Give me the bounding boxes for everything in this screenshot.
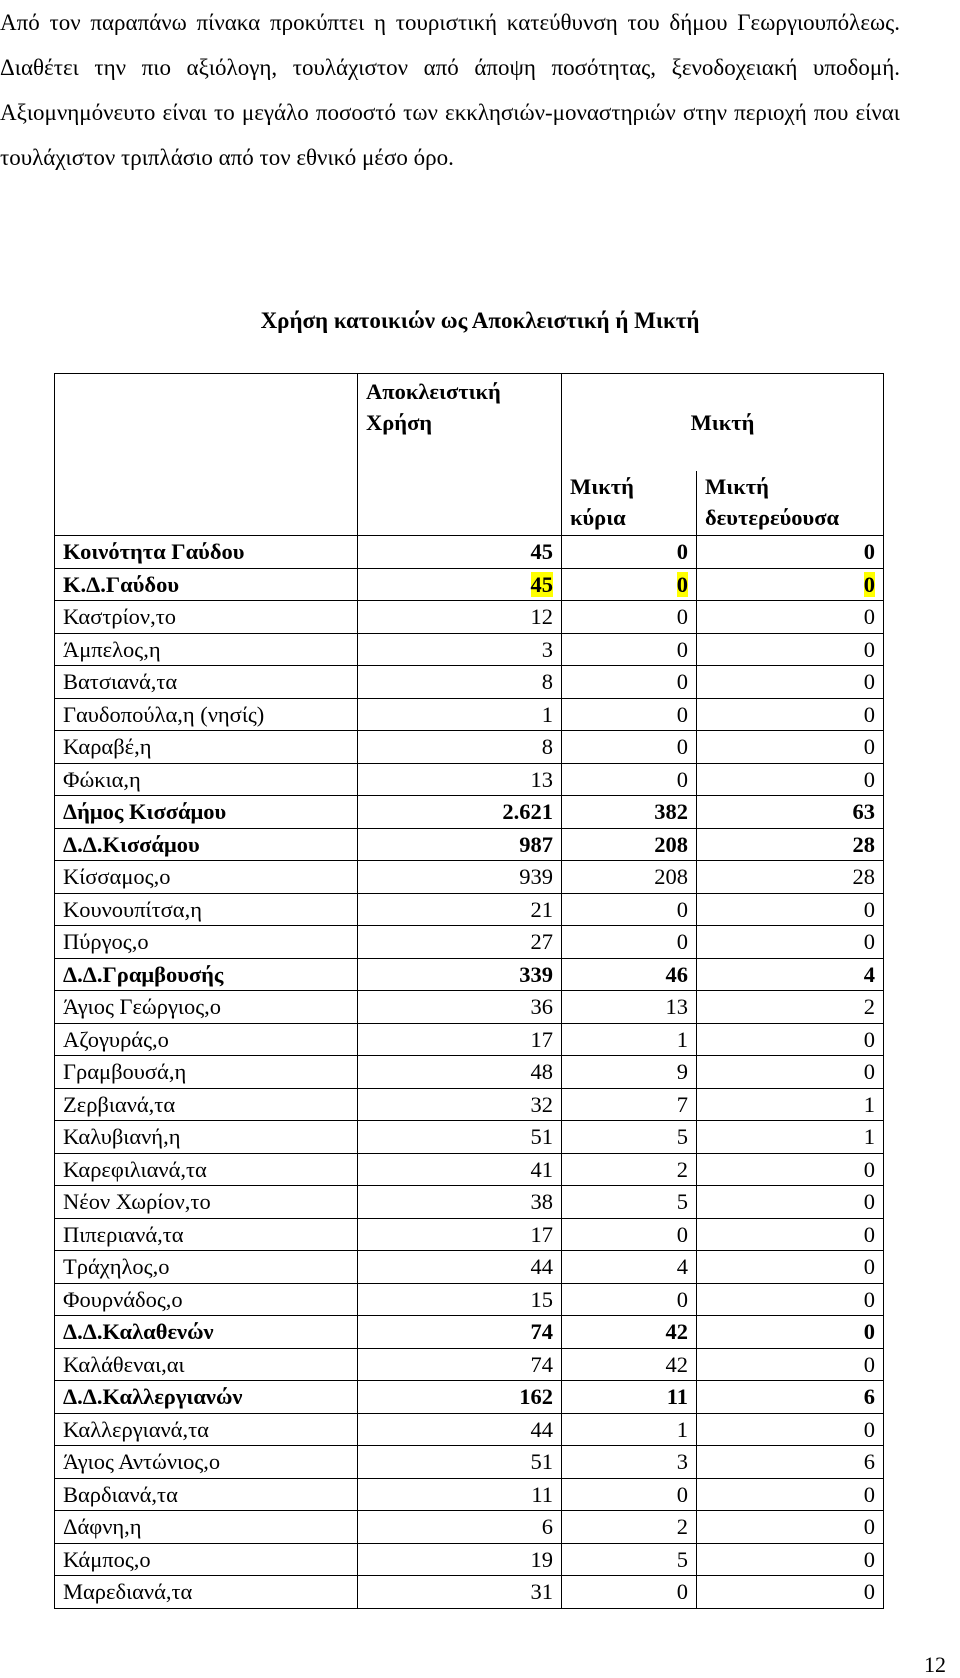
row-mixed-main: 0 [562,1576,697,1609]
table-row [55,568,884,601]
row-mixed-main: 2 [562,1153,697,1186]
table-row [55,1478,884,1511]
row-mixed-secondary: 0 [697,1283,884,1316]
row-name: Κ.Δ.Γαύδου [55,568,358,601]
row-mixed-secondary: 0 [697,633,884,666]
intro-text [0,0,900,180]
row-name: Δήμος Κισσάμου [55,796,358,829]
row-mixed-secondary: 0 [697,1218,884,1251]
row-mixed-main: 0 [562,893,697,926]
row-name: Καλυβιανή,η [55,1121,358,1154]
row-mixed-main: 5 [562,1543,697,1576]
row-exclusive: 21 [358,893,562,926]
table-row [55,991,884,1024]
row-exclusive: 1 [358,698,562,731]
row-mixed-secondary: 1 [697,1088,884,1121]
row-mixed-secondary: 6 [697,1381,884,1414]
row-exclusive: 51 [358,1121,562,1154]
row-exclusive: 27 [358,926,562,959]
row-mixed-main: 42 [562,1316,697,1349]
row-name: Φουρνάδος,ο [55,1283,358,1316]
row-name: Νέον Χωρίον,το [55,1186,358,1219]
row-mixed-secondary: 63 [697,796,884,829]
row-name: Φώκια,η [55,763,358,796]
table-row [55,1218,884,1251]
table-row [55,1121,884,1154]
row-mixed-main: 0 [562,1283,697,1316]
table-row [55,828,884,861]
row-mixed-main: 0 [562,666,697,699]
table-row [55,1413,884,1446]
row-name: Δ.Δ.Καλλεργιανών [55,1381,358,1414]
row-exclusive: 939 [358,861,562,894]
highlighted-value: 45 [530,571,553,597]
row-name: Κουνουπίτσα,η [55,893,358,926]
row-exclusive: 987 [358,828,562,861]
table-row [55,796,884,829]
row-mixed-secondary: 2 [697,991,884,1024]
row-exclusive [358,568,562,601]
row-name: Άγιος Γεώργιος,ο [55,991,358,1024]
row-name: Άγιος Αντώνιος,ο [55,1446,358,1479]
row-mixed-secondary: 1 [697,1121,884,1154]
row-mixed-secondary: 0 [697,1023,884,1056]
table-row [55,1056,884,1089]
row-mixed-main: 2 [562,1511,697,1544]
table-row [55,893,884,926]
housing-use-table [54,373,884,1609]
row-mixed-main [562,568,697,601]
row-mixed-secondary: 4 [697,958,884,991]
row-name: Καλάθεναι,αι [55,1348,358,1381]
row-exclusive: 15 [358,1283,562,1316]
row-mixed-main: 382 [562,796,697,829]
row-mixed-main: 11 [562,1381,697,1414]
row-mixed-main: 0 [562,633,697,666]
row-mixed-main: 0 [562,601,697,634]
row-mixed-secondary: 0 [697,1348,884,1381]
row-mixed-secondary: 0 [697,601,884,634]
row-mixed-main: 5 [562,1186,697,1219]
row-mixed-secondary: 28 [697,828,884,861]
row-name: Πύργος,ο [55,926,358,959]
table-row [55,1381,884,1414]
row-mixed-secondary: 6 [697,1446,884,1479]
row-name: Κίσσαμος,ο [55,861,358,894]
row-name: Γαυδοπούλα,η (νησίς) [55,698,358,731]
table-row [55,1088,884,1121]
row-exclusive: 17 [358,1218,562,1251]
header-mixed-main: Μικτή κύρια [562,471,697,536]
page-number: 12 [924,1652,946,1677]
row-mixed-main: 208 [562,828,697,861]
row-mixed-secondary: 0 [697,1478,884,1511]
row-mixed-secondary: 0 [697,1413,884,1446]
table-row [55,1446,884,1479]
header-mixed-secondary: Μικτή δευτερεύουσα [697,471,884,536]
intro-paragraph: Από τον παραπάνω πίνακα προκύπτει η τουριστική κατεύθυνση του δήμου Γεωργιουπόλεως. Διαθέτει την πιο αξιόλογη, τουλάχιστον από άποψη ποσότητας, ξενοδοχειακή υποδομή. Αξιομνημόνευτο είναι το μεγάλο ποσοστό των εκκλησιών-μοναστηριών στην περιοχή που είναι τουλάχιστον τριπλάσιο από τον εθνικό μέσο όρο. [0,10,900,170]
row-mixed-main: 46 [562,958,697,991]
row-mixed-main: 0 [562,536,697,569]
row-exclusive: 8 [358,666,562,699]
row-mixed-main: 0 [562,926,697,959]
table-row [55,1186,884,1219]
row-exclusive: 74 [358,1348,562,1381]
row-name: Αζογυράς,ο [55,1023,358,1056]
row-name: Κάμπος,ο [55,1543,358,1576]
table-row [55,1543,884,1576]
row-mixed-secondary: 0 [697,666,884,699]
row-exclusive: 31 [358,1576,562,1609]
row-exclusive: 3 [358,633,562,666]
row-mixed-main: 0 [562,1218,697,1251]
row-exclusive: 32 [358,1088,562,1121]
row-mixed-main: 0 [562,731,697,764]
row-mixed-secondary: 0 [697,1251,884,1284]
table-row [55,1348,884,1381]
row-name: Δ.Δ.Γραμβουσής [55,958,358,991]
row-mixed-secondary: 0 [697,536,884,569]
row-mixed-secondary: 0 [697,763,884,796]
table-row [55,1023,884,1056]
row-exclusive: 44 [358,1413,562,1446]
table-row [55,666,884,699]
row-exclusive: 44 [358,1251,562,1284]
table-row [55,731,884,764]
table-row [55,1283,884,1316]
row-name: Βατσιανά,τα [55,666,358,699]
table-row [55,633,884,666]
row-mixed-main: 4 [562,1251,697,1284]
row-exclusive: 8 [358,731,562,764]
highlighted-value: 0 [863,571,875,597]
table-row [55,1316,884,1349]
row-mixed-main: 3 [562,1446,697,1479]
table-row [55,1251,884,1284]
row-name: Άμπελος,η [55,633,358,666]
row-name: Καλλεργιανά,τα [55,1413,358,1446]
row-exclusive: 36 [358,991,562,1024]
row-mixed-main: 9 [562,1056,697,1089]
row-mixed-main: 13 [562,991,697,1024]
row-exclusive: 339 [358,958,562,991]
row-exclusive: 45 [358,536,562,569]
row-mixed-main: 5 [562,1121,697,1154]
row-name: Δ.Δ.Καλαθενών [55,1316,358,1349]
row-mixed-secondary: 0 [697,1576,884,1609]
row-name: Τράχηλος,ο [55,1251,358,1284]
row-mixed-secondary: 0 [697,893,884,926]
row-name: Βαρδιανά,τα [55,1478,358,1511]
row-exclusive: 48 [358,1056,562,1089]
row-name: Καραβέ,η [55,731,358,764]
row-name: Δάφνη,η [55,1511,358,1544]
row-name: Γραμβουσά,η [55,1056,358,1089]
row-mixed-main: 1 [562,1023,697,1056]
row-mixed-secondary: 0 [697,1511,884,1544]
table-row [55,536,884,569]
row-mixed-secondary: 0 [697,731,884,764]
row-name: Δ.Δ.Κισσάμου [55,828,358,861]
row-mixed-main: 7 [562,1088,697,1121]
table-row [55,1153,884,1186]
row-mixed-secondary: 0 [697,1543,884,1576]
row-exclusive: 19 [358,1543,562,1576]
table-row [55,601,884,634]
row-exclusive: 51 [358,1446,562,1479]
row-exclusive: 74 [358,1316,562,1349]
row-exclusive: 162 [358,1381,562,1414]
row-exclusive: 38 [358,1186,562,1219]
row-mixed-secondary: 0 [697,926,884,959]
row-mixed-secondary [697,568,884,601]
header-row-1 [55,374,884,472]
row-exclusive: 6 [358,1511,562,1544]
row-name: Ζερβιανά,τα [55,1088,358,1121]
row-exclusive: 13 [358,763,562,796]
header-exclusive: Αποκλειστική Χρήση [358,374,562,536]
row-mixed-main: 1 [562,1413,697,1446]
table-row [55,958,884,991]
row-mixed-secondary: 0 [697,698,884,731]
row-name: Κοινότητα Γαύδου [55,536,358,569]
table-row [55,861,884,894]
table-row [55,926,884,959]
row-mixed-secondary: 0 [697,1153,884,1186]
row-name: Πιπεριανά,τα [55,1218,358,1251]
table-row [55,1511,884,1544]
row-name: Καστρίον,το [55,601,358,634]
table-row [55,763,884,796]
row-mixed-secondary: 0 [697,1056,884,1089]
row-mixed-secondary: 28 [697,861,884,894]
highlighted-value: 0 [676,571,688,597]
header-mixed: Μικτή [562,374,884,472]
row-mixed-main: 0 [562,763,697,796]
row-exclusive: 12 [358,601,562,634]
row-mixed-secondary: 0 [697,1186,884,1219]
table-row [55,1576,884,1609]
row-mixed-main: 42 [562,1348,697,1381]
row-mixed-secondary: 0 [697,1316,884,1349]
row-exclusive: 2.621 [358,796,562,829]
row-name: Μαρεδιανά,τα [55,1576,358,1609]
row-name: Καρεφιλιανά,τα [55,1153,358,1186]
row-mixed-main: 0 [562,1478,697,1511]
header-empty-cell [55,374,358,536]
row-exclusive: 11 [358,1478,562,1511]
row-mixed-main: 208 [562,861,697,894]
table-title: Χρήση κατοικιών ως Αποκλειστική ή Μικτή [260,308,700,333]
row-exclusive: 17 [358,1023,562,1056]
table-row [55,698,884,731]
row-mixed-main: 0 [562,698,697,731]
row-exclusive: 41 [358,1153,562,1186]
